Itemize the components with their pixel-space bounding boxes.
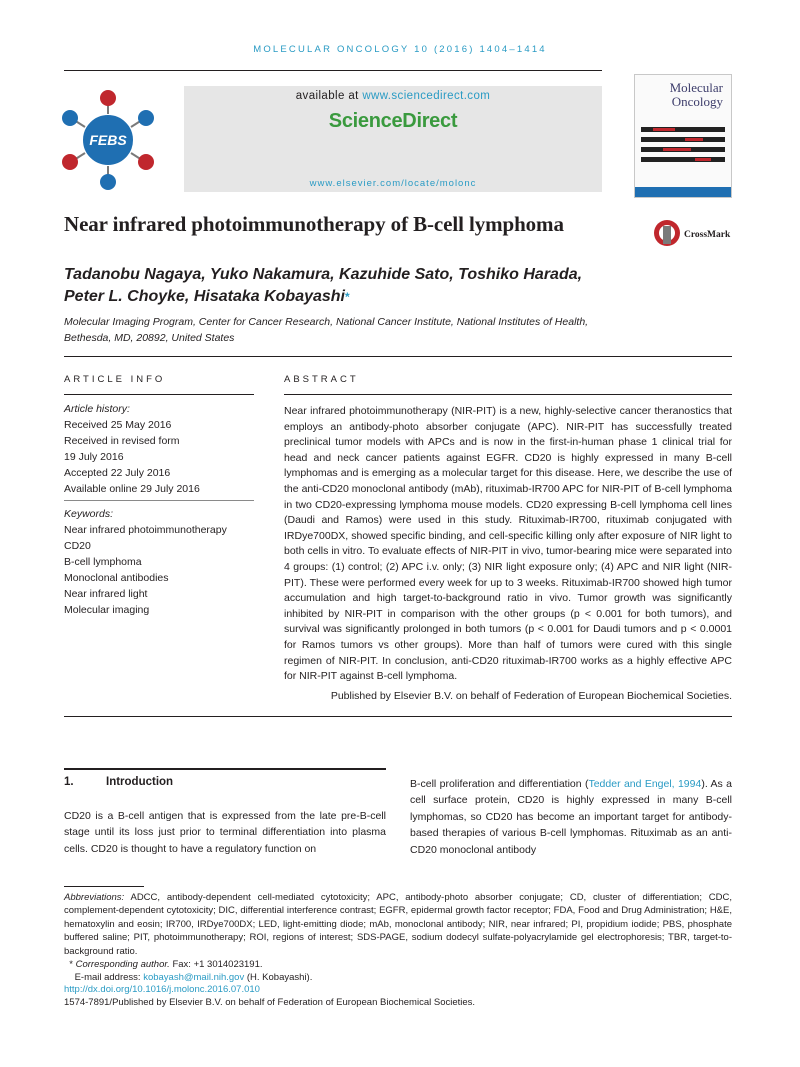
abstract-rule	[284, 394, 732, 395]
article-history	[64, 401, 264, 497]
introduction-text: ). As a cell surface protein, CD20 is highly expressed in many B-cell lymphomas, so CD20 has become an important target for antibody-based therapies of various B-cell lymphomas. Rituximab as an anti-CD20 monoclonal antibody	[410, 778, 733, 856]
abstract-end-rule	[64, 716, 732, 717]
abbreviations-label: Abbreviations:	[64, 892, 125, 903]
fax-number: Fax: +1 3014023191.	[169, 959, 263, 970]
footnote-mark: *	[69, 959, 73, 970]
corresponding-author-footnote	[64, 958, 732, 971]
keyword-item: CD20	[64, 540, 91, 552]
cover-title-2: Oncology	[671, 94, 723, 109]
section-number: 1.	[64, 776, 74, 788]
footnote-rule	[64, 886, 144, 887]
abbreviations-footnote	[64, 891, 732, 958]
authors-line-2	[64, 286, 624, 308]
keywords-label: Keywords:	[64, 508, 114, 520]
copyright-line: 1574-7891/Published by Elsevier B.V. on behalf of Federation of European Biochemical Societies.	[64, 997, 476, 1008]
cover-title-1: Molecular	[669, 80, 723, 95]
available-at-label: available at	[295, 90, 363, 102]
keywords-list	[64, 506, 264, 618]
author-list	[64, 264, 624, 308]
corresponding-label: Corresponding author.	[75, 959, 170, 970]
email-footnote	[64, 971, 732, 984]
introduction-heading	[64, 776, 173, 788]
corresponding-author-mark[interactable]: *	[345, 290, 350, 304]
header-rule	[64, 70, 602, 71]
email-link[interactable]: kobayash@mail.nih.gov	[143, 972, 245, 983]
doi-link[interactable]: http://dx.doi.org/10.1016/j.molonc.2016.07.010	[64, 984, 260, 995]
sciencedirect-logo: ScienceDirect	[328, 110, 458, 132]
availability-line	[184, 90, 602, 102]
keyword-item: Monoclonal antibodies	[64, 572, 169, 584]
sciencedirect-banner	[184, 86, 602, 192]
abstract-heading: ABSTRACT	[284, 374, 359, 385]
history-item: Accepted 22 July 2016	[64, 467, 171, 479]
crossmark-label: CrossMark	[684, 230, 731, 240]
section-title: Introduction	[106, 776, 174, 788]
keyword-item: Near infrared light	[64, 588, 148, 600]
keyword-item: Near infrared photoimmunotherapy	[64, 524, 227, 536]
journal-homepage-link[interactable]: www.elsevier.com/locate/molonc	[309, 178, 477, 189]
email-label: E-mail address:	[74, 972, 144, 983]
article-title: Near infrared photoimmunotherapy of B-cell lymphoma	[64, 212, 564, 236]
journal-citation-line: MOLECULAR ONCOLOGY 10 (2016) 1404–1414	[253, 44, 547, 55]
introduction-column-1: CD20 is a B-cell antigen that is expressed from the late pre-B-cell stage until its loss just prior to terminal differentiation into plasma cells. CD20 is thought to have a regulatory function on	[64, 810, 386, 855]
febs-logo-text: FEBS	[89, 132, 127, 148]
introduction-rule	[64, 768, 386, 770]
history-item: Available online 29 July 2016	[64, 483, 200, 495]
keyword-item: B-cell lymphoma	[64, 556, 142, 568]
crossmark-badge[interactable]	[652, 218, 742, 248]
citation-link[interactable]: Tedder and Engel, 1994	[588, 778, 702, 790]
history-label: Article history:	[64, 403, 130, 415]
crossmark-icon	[652, 218, 742, 248]
sciencedirect-link[interactable]: www.sciencedirect.com	[362, 90, 491, 102]
abstract-text: Near infrared photoimmunotherapy (NIR-PIT) is a new, highly-selective cancer theranostics that employs an antibody-photo absorber conjugate (APC). NIR-PIT has successfully treated preclinical tumor models with APCs and is now in the first-in-human phase 1 clinical trial for head and neck cancer patients against EGFR. CD20 is highly expressed in many B-cell lymphomas and is emerging as a molecular target for this disease. Here, we describe the use of the anti-CD20 monoclonal antibody (mAb), rituximab-IR700 APC for NIR-PIT of B-cell lymphoma in two CD20-expressing lymphoma mouse models. CD20 expressing B-cell lymphoma cell lines (Daudi and Ramos) were used in this study. Rituximab-IR700, rituximab conjugated with IRDye700DX, showed specific binding, and cell-specific killing only after exposure of NIR light to both cells in vitro. To evaluate effects of NIR-PIT in vivo, tumor-bearing mice were separated into 4 groups: (1) control; (2) APC i.v. only; (3) NIR light exposure only; (4) APC and NIR light (NIR-PIT). These were performed every week for up to 3 weeks. Rituximab-IR700 showed high tumor accumulation and high target-to-background ratio in vivo. Tumor growth was significantly inhibited by NIR-PIT in comparison with the other groups (p < 0.001 for both tumors), and survival was significantly prolonged in both tumors (p < 0.001 for Daudi tumors and p < 0.0001 for Ramos tumors vs other groups). More than half of tumors were cured with this single regimen of NIR-PIT. In conclusion, anti-CD20 rituximab-IR700 works as a highly effective APC for NIR-PIT against B-cell lymphoma.	[284, 405, 732, 683]
history-item: Received 25 May 2016	[64, 419, 172, 431]
section-rule	[64, 356, 732, 357]
authors-line-2-names: Peter L. Choyke, Hisataka Kobayashi	[64, 288, 345, 305]
history-item: Received in revised form	[64, 435, 180, 447]
keyword-item: Molecular imaging	[64, 604, 150, 616]
abstract-publisher-note: Published by Elsevier B.V. on behalf of Federation of European Biochemical Societies.	[330, 690, 732, 702]
article-info-rule	[64, 394, 254, 395]
keywords-rule	[64, 500, 254, 501]
authors-line-1: Tadanobu Nagaya, Yuko Nakamura, Kazuhide Sato, Toshiko Harada,	[64, 266, 583, 283]
introduction-text: B-cell proliferation and differentiation (	[410, 778, 589, 790]
introduction-column-2	[410, 776, 732, 858]
abbreviations-text: ADCC, antibody-dependent cell-mediated cytotoxicity; APC, antibody-photo absorber conjugate; CD, cluster of differentiation; CDC, complement-dependent cytotoxicity; DIC, differential interference contrast; EGFR, epidermal growth factor receptor; FDA, Food and Drug Administration; H&E, hematoxylin and eosin; IR700, IRDye700DX; LED, light-emitting diode; mAb, monoclonal antibody; NIR, near infrared; PI, propidium iodide; PBS, phosphate buffered saline; PIT, photoimmunotherapy; ROI, regions of interest; SDS-PAGE, sodium dodecyl sulfate-polyacrylamide gel electrophoresis; TBR, target-to-background ratio.	[64, 892, 732, 957]
affiliation: Molecular Imaging Program, Center for Cancer Research, National Cancer Institute, National Institutes of Health, Bethesda, MD, 20892, United States	[64, 316, 589, 344]
journal-cover-thumbnail[interactable]	[634, 74, 732, 198]
article-info-heading: ARTICLE INFO	[64, 374, 166, 385]
febs-logo	[58, 88, 158, 192]
history-item: 19 July 2016	[64, 451, 124, 463]
cover-art	[635, 75, 731, 197]
email-owner: (H. Kobayashi).	[244, 972, 313, 983]
